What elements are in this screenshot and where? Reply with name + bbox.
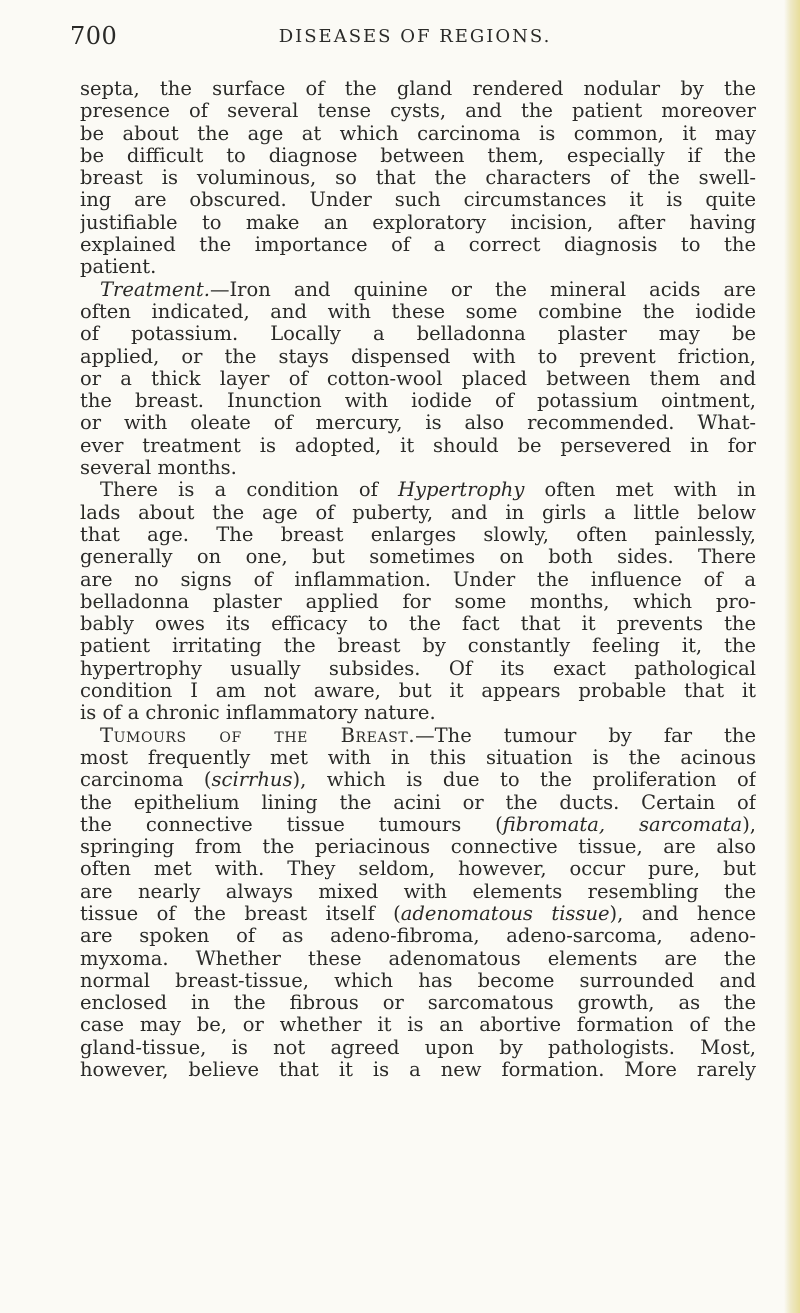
text-line-scirrhus: carcinoma (scirrhus), which is due to the proliferation of xyxy=(80,769,756,792)
fibromata-term: fibromata, sarcomata xyxy=(502,813,743,836)
text-line-tumours xyxy=(80,725,756,747)
text-line: that age. The breast enlarges slowly, often painlessly, xyxy=(80,523,756,546)
text-line: or with oleate of mercury, is also recommended. What- xyxy=(80,412,756,435)
text-line: case may be, or whether it is an abortive formation of the xyxy=(80,1014,756,1037)
tumours-text: —The tumour by far the xyxy=(415,724,756,747)
text-line: be difficult to diagnose between them, especially if the xyxy=(80,144,756,167)
text-line: are no signs of inflammation. Under the influence of a xyxy=(80,568,756,591)
adenomatous-term: adenomatous tissue xyxy=(400,902,610,925)
text-line-treatment: Treatment.—Iron and quinine or the mineral acids are xyxy=(100,278,756,301)
text-line: enclosed in the fibrous or sarcomatous growth, as the xyxy=(80,992,756,1015)
text-line: condition I am not aware, but it appears probable that it xyxy=(80,680,756,703)
text-line: often met with. They seldom, however, occur pure, but xyxy=(80,858,756,881)
text-line: belladonna plaster applied for some months, which pro- xyxy=(80,590,756,613)
text-line-hypertrophy xyxy=(80,479,756,501)
text-line: are spoken of as adeno-fibroma, adeno-sarcoma, adeno- xyxy=(80,925,756,948)
body-text xyxy=(80,78,756,1081)
text-line: the breast. Inunction with iodide of potassium ointment, xyxy=(80,390,756,413)
text-line: the epithelium lining the acini or the ducts. Certain of xyxy=(80,791,756,814)
text-line: is of a chronic inflammatory nature. xyxy=(80,702,436,725)
text-line: normal breast-tissue, which has become surrounded and xyxy=(80,969,756,992)
page-edge-shadow xyxy=(784,0,800,1313)
tumours-heading: Tumours of the Breast. xyxy=(100,724,416,747)
text-line-adenomatous: tissue of the breast itself (adenomatous tissue), and hence xyxy=(80,902,756,925)
text-line: bably owes its efficacy to the fact that it prevents the xyxy=(80,613,756,636)
text-line: myxoma. Whether these adenomatous elements are the xyxy=(80,947,756,970)
text-line: several months. xyxy=(80,457,237,480)
text-line: applied, or the stays dispensed with to prevent friction, xyxy=(80,345,756,368)
text-line: most frequently met with in this situation is the acinous xyxy=(80,746,756,769)
treatment-text: Iron and quinine or the mineral acids are xyxy=(229,278,756,301)
text-line: or a thick layer of cotton-wool placed between them and xyxy=(80,367,756,390)
text-line: gland-tissue, is not agreed upon by pathologists. Most, xyxy=(80,1036,756,1059)
text-line: hypertrophy usually subsides. Of its exact pathological xyxy=(80,657,756,680)
text-line: be about the age at which carcinoma is common, it may xyxy=(80,122,756,145)
text-line: lads about the age of puberty, and in girls a little below xyxy=(80,501,756,524)
page-header xyxy=(70,22,760,52)
text-line: of potassium. Locally a belladonna plaster may be xyxy=(80,323,756,346)
text-line: patient irritating the breast by constantly feeling it, the xyxy=(80,635,756,658)
text-line: septa, the surface of the gland rendered nodular by the xyxy=(80,78,756,100)
text-line-fibromata: the connective tissue tumours (fibromata, sarcomata), xyxy=(80,813,756,836)
text-line: springing from the periacinous connective tissue, are also xyxy=(80,836,756,859)
text-line: are nearly always mixed with elements resembling the xyxy=(80,880,756,903)
text-line: presence of several tense cysts, and the patient moreover xyxy=(80,100,756,123)
treatment-heading: Treatment. xyxy=(100,278,210,301)
text-line: however, believe that it is a new formation. More rarely xyxy=(80,1059,756,1082)
text-line: often indicated, and with these some combine the iodide xyxy=(80,300,756,323)
text-line: ing are obscured. Under such circumstances it is quite xyxy=(80,189,756,212)
text-line: ever treatment is adopted, it should be persevered in for xyxy=(80,434,756,457)
text-line: explained the importance of a correct diagnosis to the xyxy=(80,234,756,257)
scirrhus-term: scirrhus xyxy=(211,769,293,792)
text-line: patient. xyxy=(80,256,157,279)
text-line: justifiable to make an exploratory incision, after having xyxy=(80,211,756,234)
running-head: DISEASES OF REGIONS. xyxy=(278,26,552,47)
page-number: 700 xyxy=(70,22,118,50)
text-line: breast is voluminous, so that the characters of the swell- xyxy=(80,167,756,190)
hypertrophy-lead: There is a condition of xyxy=(100,479,399,502)
text-line: generally on one, but sometimes on both sides. There xyxy=(80,546,756,569)
hypertrophy-text: often met with in xyxy=(544,479,756,502)
hypertrophy-term: Hypertrophy xyxy=(398,479,525,502)
